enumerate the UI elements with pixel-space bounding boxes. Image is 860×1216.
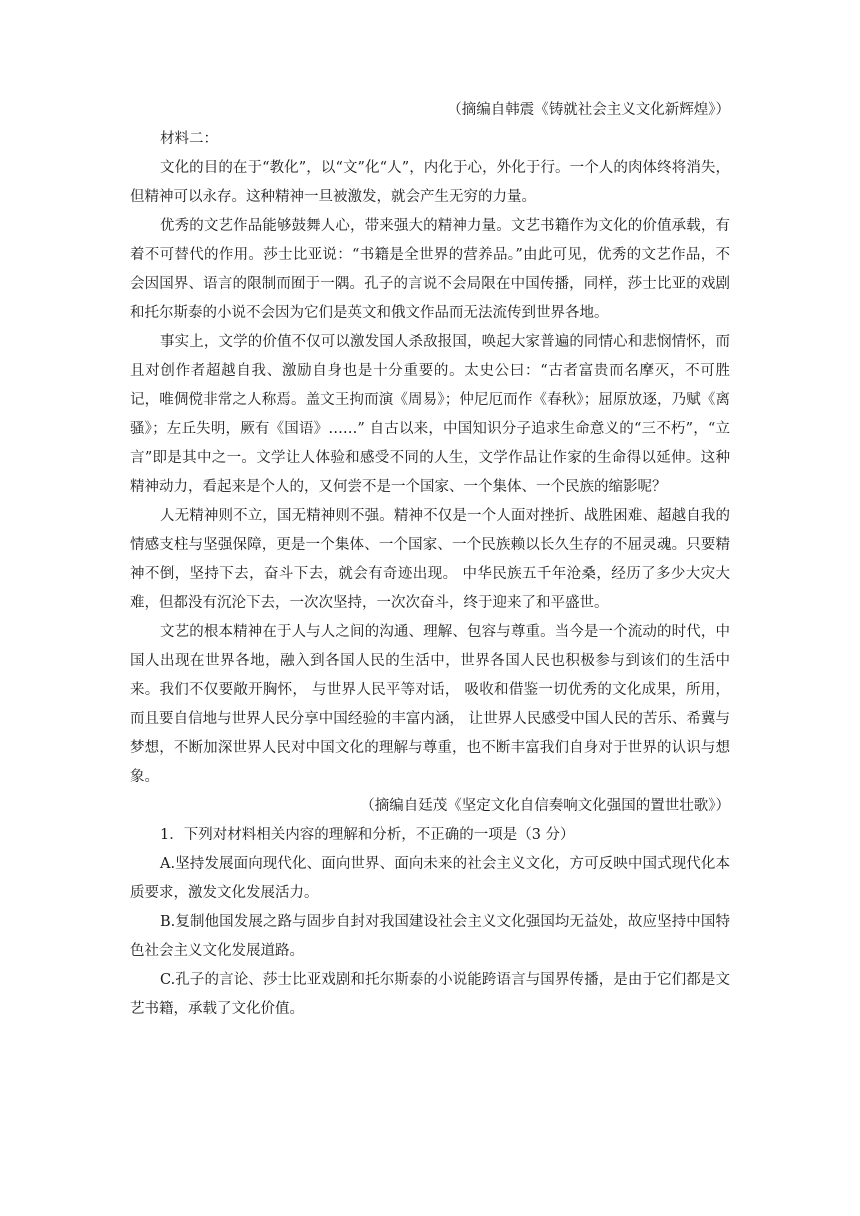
paragraph-4: 人无精神则不立，国无精神则不强。精神不仅是一个人面对挫折、战胜困难、超越自我的情感支柱与坚强保障，更是一个集体、一个国家、一个民族赖以长久生存的不屈灵魂。只要精神不倒，坚持下去，奋斗下去，就会有奇迹出现。 中华民族五千年沧桑，经历了多少大灾大难，但都没有沉沦下去，一次次坚持，一次次奋斗，终于迎来了和平盛世。 [130,508,730,611]
paragraph-3: 事实上，文学的价值不仅可以激发国人杀敌报国，唤起大家普遍的同情心和悲悯情怀，而且对创作者超越自我、激励自身也是十分重要的。太史公曰：“古者富贵而名摩灭，不可胜记，唯倜傥非常之人称焉。盖文王拘而演《周易》；仲尼厄而作《春秋》；屈原放逐，乃赋《离骚》；左丘失明，厥有《国语》……” 自古以来，中国知识分子追求生命意义的“三不朽”，“立言”即是其中之一。文学让人体验和感受不同的人生，文学作品让作家的生命得以延伸。这种精神动力，看起来是个人的，又何尝不是一个国家、一个集体、一个民族的缩影呢？ [130,334,730,495]
option-a: A.坚持发展面向现代化、面向世界、面向未来的社会主义文化，方可反映中国式现代化本质要求，激发文化发展活力。 [130,856,730,901]
material-two-label: 材料二： [160,131,218,147]
paragraph-2: 优秀的文艺作品能够鼓舞人心，带来强大的精神力量。文艺书籍作为文化的价值承载，有着不可替代的作用。莎士比亚说：“书籍是全世界的营养品。”由此可见，优秀的文艺作品，不会因国界、语言的限制而囿于一隅。孔子的言说不会局限在中国传播，同样，莎士比亚的戏剧和托尔斯泰的小说不会因为它们是英文和俄文作品而无法流传到世界各地。 [130,218,730,321]
document-page [130,96,730,1024]
option-c: C.孔子的言论、莎士比亚戏剧和托尔斯泰的小说能跨语言与国界传播，是由于它们都是文艺书籍，承载了文化价值。 [130,972,730,1017]
question-1: 1．下列对材料相关内容的理解和分析，不正确的一项是（3 分） [160,827,575,843]
source-citation-two: （摘编自廷茂《坚定文化自信奏响文化强国的置世壮歌》） [360,798,730,814]
source-citation-one: （摘编自韩震《铸就社会主义文化新辉煌》） [447,102,730,118]
paragraph-5: 文艺的根本精神在于人与人之间的沟通、理解、包容与尊重。当今是一个流动的时代，中国人出现在世界各地，融入到各国人民的生活中，世界各国人民也积极参与到该们的生活中来。我们不仅要敞开胸怀， 与世界人民平等对话， 吸收和借鉴一切优秀的文化成果，所用，而且要自信地与世界人民分享中国经验的丰富内涵， 让世界人民感受中国人民的苦乐、希冀与梦想，不断加深世界人民对中国文化的理解与尊重，也不断丰富我们自身对于世界的认识与想象。 [130,624,730,785]
paragraph-1: 文化的目的在于“教化”，以“文”化“人”，内化于心，外化于行。一个人的肉体终将消失，但精神可以永存。这种精神一旦被激发，就会产生无穷的力量。 [130,160,730,205]
option-b: B.复制他国发展之路与固步自封对我国建设社会主义文化强国均无益处，故应坚持中国特色社会主义文化发展道路。 [130,914,730,959]
